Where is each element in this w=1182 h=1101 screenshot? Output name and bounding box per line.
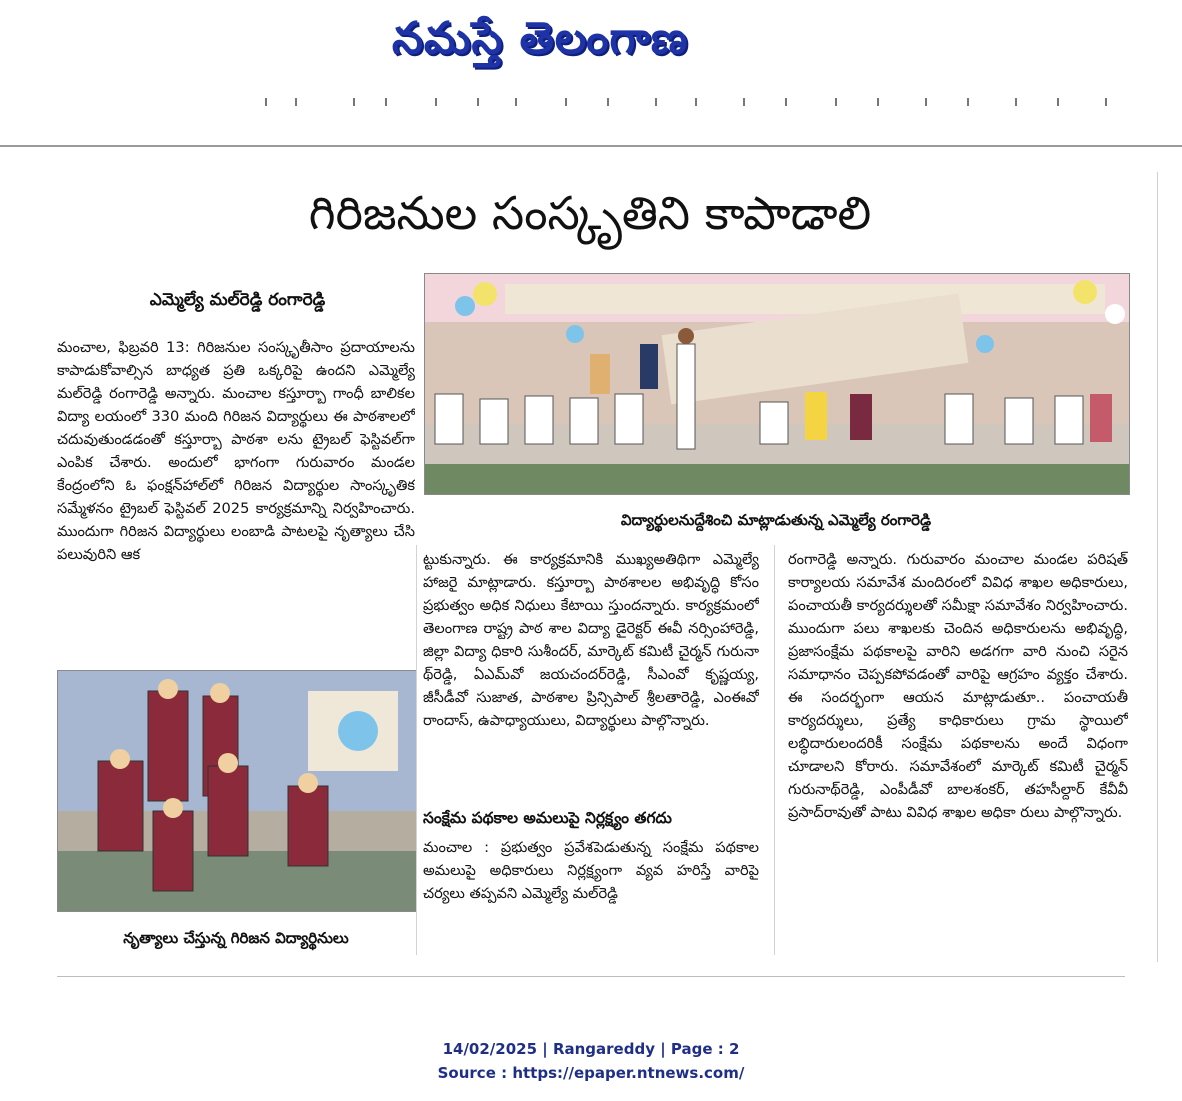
stage-photo (424, 273, 1130, 495)
dance-photo-caption: నృత్యాలు చేస్తున్న గిరిజన విద్యార్థినులు (123, 929, 349, 947)
masthead-divider (0, 145, 1182, 147)
article-column-1 (57, 336, 415, 658)
article-paragraph: రంగారెడ్డి అన్నారు. గురువారం మంచాల మండల పరిషత్ కార్యాలయ సమావేశ మందిరంలో వివిధ శాఖల అధికారులు, పంచాయతీ కార్యదర్శులతో సమీక్షా సమావేశం నిర్వహించారు. ముందుగా పలు శాఖలకు చెందిన అధికారులను అభివృద్ధి, ప్రజాసంక్షేమ పథకాలపై వారిని అడగగా వారి నుంచి సరైన సమాధానం చెప్పకపోవడంతో వారిపై ఆగ్రహం వ్యక్తం చేశారు. ఈ సందర్భంగా ఆయన మాట్లాడుతూ.. పంచాయతీ కార్యదర్శులు, ప్రత్యే కాధికారులు గ్రామ స్థాయిలో లబ్ధిదారులందరికీ సంక్షేమ పథకాలను అందే విధంగా చూడాలని కోరారు. సమావేశంలో మార్కెట్ కమిటీ చైర్మన్ గురునాథ్‌రెడ్డి, ఎంపీడీవో బాలశంకర్, తహసీల్దార్ కేవీవీ ప్రసాద్‌రావుతో పాటు వివిధ శాఖల అధికా రులు పాల్గొన్నారు. (788, 551, 1128, 821)
column-divider (774, 545, 775, 955)
column-divider-right (1157, 172, 1158, 962)
footer-date-edition: 14/02/2025 | Rangareddy | Page : 2 (442, 1040, 740, 1058)
footer (0, 1037, 1182, 1085)
article-byline: ఎమ్మెల్యే మల్‌రెడ్డి రంగారెడ్డి (149, 290, 326, 310)
article-paragraph: ట్టుకున్నారు. ఈ కార్యక్రమానికి ముఖ్యఅతిథిగా ఎమ్మెల్యే హాజరై మాట్లాడారు. కస్తూర్బా పాఠశాలల అభివృద్ధి కోసం ప్రభుత్వం అధిక నిధులు కేటాయి స్తుందన్నారు. కార్యక్రమంలో తెలంగాణ రాష్ట్ర పాఠ శాల విద్యా డైరెక్టర్ ఈవీ నర్సింహారెడ్డి, జిల్లా విద్యా ధికారి సుశీందర్, మార్కెట్ కమిటీ చైర్మన్ గురునా థ్‌రెడ్డి, ఏఎమ్‌వో జయచందర్‌రెడ్డి, సీఎంవో కృష్ణయ్య, జీసీడీవో సుజాత, పాఠశాల ప్రిన్సిపాల్ శ్రీలతారెడ్డి, ఎంఈవో రాందాస్, ఉపాధ్యాయులు, విద్యార్థులు పాల్గొన్నారు. (423, 551, 759, 729)
article-column-3 (788, 548, 1128, 968)
article-paragraph: మంచాల : ప్రభుత్వం ప్రవేశపెడుతున్న సంక్షేమ పథకాల అమలుపై అధికారులు నిర్లక్ష్యంగా వ్యవ హరిస్తే వారిపై చర్యలు తప్పవని ఎమ్మెల్యే మల్‌రెడ్డి (423, 839, 759, 902)
footer-source-link[interactable]: Source : https://epaper.ntnews.com/ (437, 1064, 745, 1082)
dance-photo (57, 670, 417, 912)
masthead (0, 0, 1182, 150)
article-subhead: సంక్షేమ పథకాల అమలుపై నిర్లక్ష్యం తగదు (423, 809, 672, 827)
article-paragraph: మంచాల, ఫిబ్రవరి 13: గిరిజనుల సంస్కృతీసాం ప్రదాయాలను కాపాడుకోవాల్సిన బాధ్యత ప్రతి ఒక్కరిపై ఉందని ఎమ్మెల్యే మల్‌రెడ్డి రంగారెడ్డి అన్నారు. మంచాల కస్తూర్బా గాంధీ బాలికల విద్యా లయంలో 330 మంది గిరిజన విద్యార్థులు ఈ పాఠశాలలో చదువుతుండడంతో కస్తూర్బా పాఠశా లను ట్రైబల్ ఫెస్టివల్‌గా ఎంపిక చేశారు. అందులో భాగంగా గురువారం మండల కేంద్రంలోని ఓ ఫంక్షన్‌హాల్‌లో గిరిజన విద్యార్థుల సాంస్కృతిక సమ్మేళనం ట్రైబల్ ఫెస్టివల్ 2025 కార్యక్రమాన్ని నిర్వహించారు. ముందుగా గిరిజన విద్యార్థులు లంబాడి పాటలపై నృత్యాలు చేసి పలువురిని ఆక (57, 339, 415, 563)
column-divider (416, 545, 417, 955)
clipped-text-strip (265, 98, 1145, 108)
article-column-2-continued (423, 836, 759, 951)
newspaper-logo: నమస్తే తెలంగాణ (392, 13, 689, 64)
article-headline: గిరిజనుల సంస్కృతిని కాపాడాలి (308, 186, 872, 240)
article-column-2 (423, 548, 759, 828)
stage-photo-caption: విద్యార్థులనుద్దేశించి మాట్లాడుతున్న ఎమ్మెల్యే రంగారెడ్డి (620, 511, 932, 529)
article-bottom-divider (57, 976, 1125, 977)
